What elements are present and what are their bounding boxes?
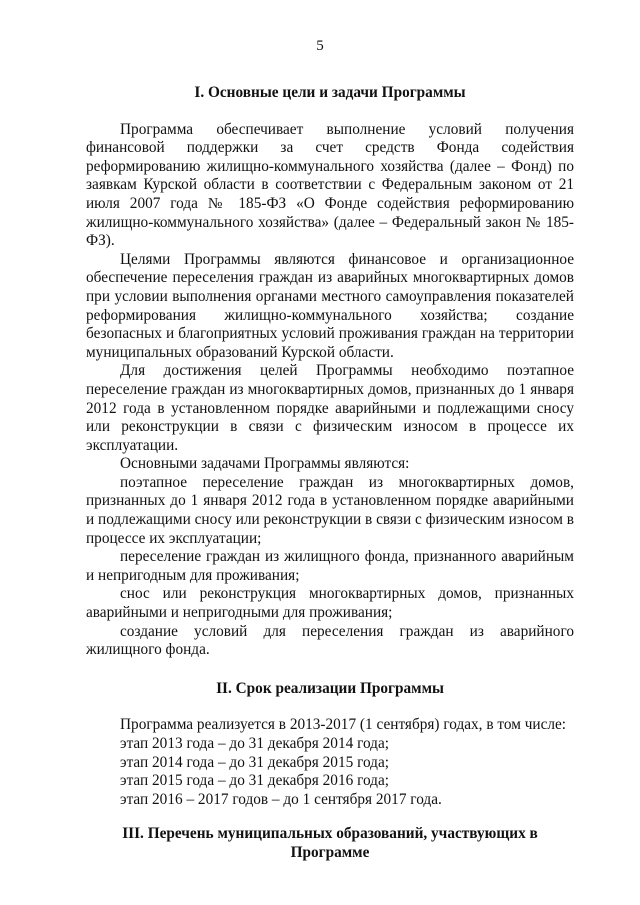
list-item: этап 2015 года – до 31 декабря 2016 года; <box>120 772 389 790</box>
list-item: этап 2013 года – до 31 декабря 2014 года; <box>120 735 389 752</box>
list-item: Программа реализуется в 2013-2017 (1 сентября) годах, в том числе: <box>120 716 567 734</box>
stage-list <box>86 716 574 809</box>
paragraph: Целями Программы являются финансовое и организационное обеспечение переселения граждан из аварийных многоквартирных домов при условии выполнения органами местного самоуправления показателей реформирования жилищно-коммунального хозяйства; создание безопасных и благоприятных условий проживания граждан на территории муниципальных образований Курской области. <box>86 250 574 361</box>
paragraph: Программа обеспечивает выполнение условий получения финансовой поддержки за счет средств Фонда содействия реформированию жилищно-коммунального хозяйства (далее – Фонд) по заявкам Курской области в соответствии с Федеральным законом от 21 июля 2007 года № 185-ФЗ «О Фонде содействия реформированию жилищно-коммунального хозяйства» (далее – Федеральный закон № 185-ФЗ). <box>86 120 574 250</box>
list-item: этап 2016 – 2017 годов – до 1 сентября 2017 года. <box>120 790 442 808</box>
section-3-title <box>86 825 574 862</box>
section-2-title: II. Срок реализации Программы <box>216 679 444 697</box>
list-item: этап 2014 года – до 31 декабря 2015 года; <box>120 753 389 771</box>
section-3-title-line-1: III. Перечень муниципальных образований, участвующих в <box>122 825 538 843</box>
page-number: 5 <box>316 38 324 54</box>
list-item: создание условий для переселения граждан из аварийного жилищного фонда. <box>86 622 574 659</box>
list-item: снос или реконструкция многоквартирных домов, признанных аварийными и непригодными для проживания; <box>86 585 574 622</box>
paragraph: Основными задачами Программы являются: <box>120 455 410 473</box>
list-item: переселение граждан из жилищного фонда, признанного аварийным и непригодным для проживания; <box>86 548 574 584</box>
list-item: поэтапное переселение граждан из многоквартирных домов, признанных до 1 января 2012 года в установленном порядке аварийными и подлежащими сносу или реконструкции в связи с физическим износом в процессе их эксплуатации; <box>86 473 574 547</box>
document-body <box>86 84 574 863</box>
paragraph: Для достижения целей Программы необходимо поэтапное переселение граждан из многоквартирных домов, признанных до 1 января 2012 года в установленном порядке аварийными и подлежащими сносу или реконструкции в связи с физическим износом в процессе их эксплуатации. <box>86 362 574 454</box>
section-3-title-line-2: Программе <box>290 843 370 861</box>
section-1-title: I. Основные цели и задачи Программы <box>194 84 466 101</box>
